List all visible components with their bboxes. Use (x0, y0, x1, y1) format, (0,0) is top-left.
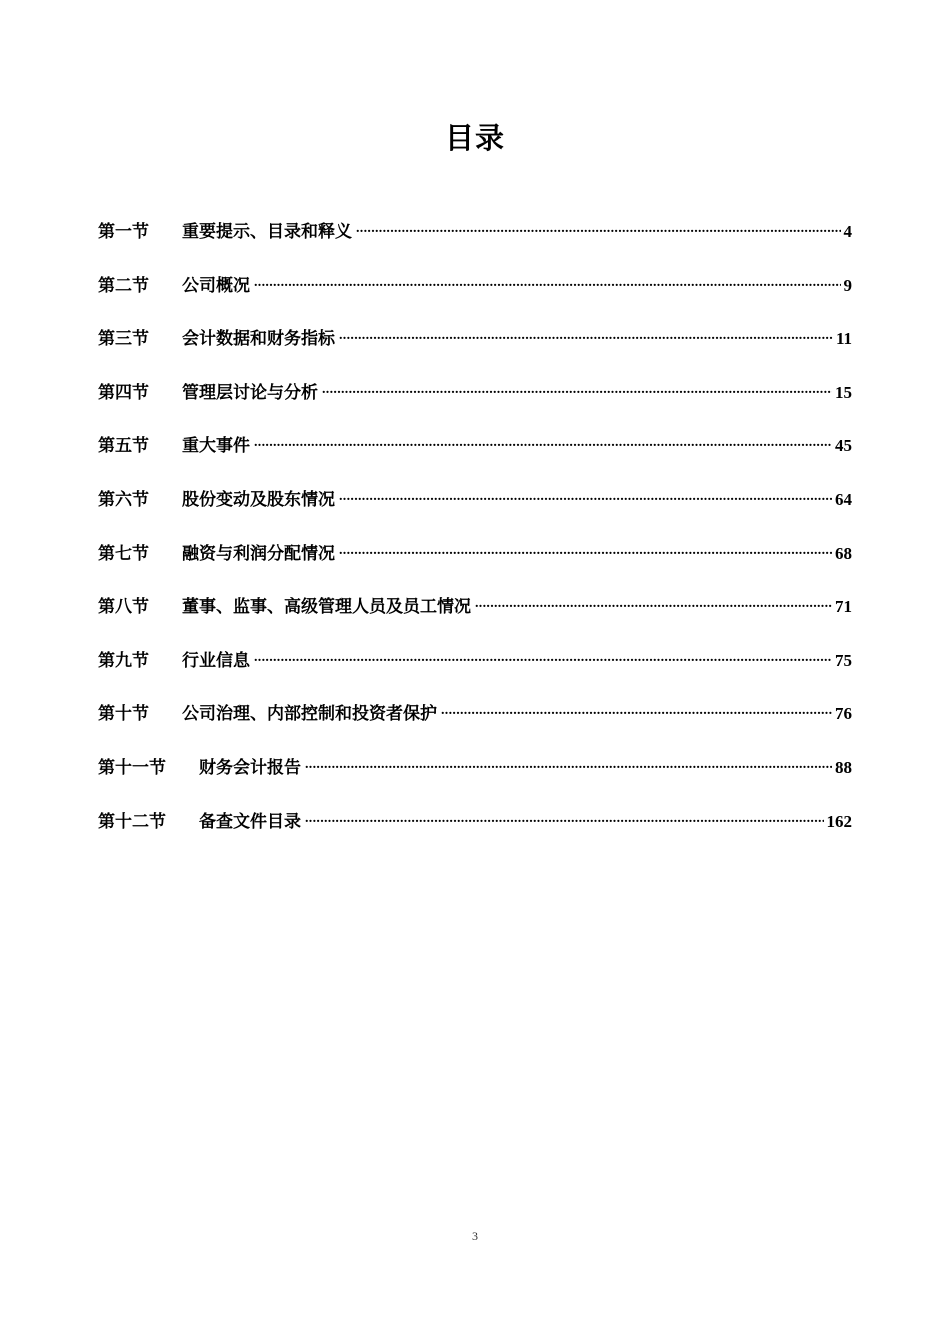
section-page-number: 88 (835, 757, 852, 777)
page-title: 目录 (444, 121, 505, 155)
section-page-number: 4 (843, 222, 852, 241)
dot-leader (475, 595, 832, 612)
dot-leader (305, 756, 832, 773)
section-number: 第十一节 (98, 757, 166, 778)
section-number: 第一节 (98, 222, 149, 242)
toc-entry[interactable] (98, 753, 852, 807)
section-number: 第五节 (98, 436, 149, 457)
section-page-number: 45 (835, 436, 852, 456)
toc-entry[interactable] (98, 646, 852, 700)
section-page-number: 162 (826, 811, 852, 831)
dot-leader (254, 434, 832, 451)
section-number: 第二节 (98, 275, 149, 296)
section-page-number: 68 (835, 543, 852, 563)
section-title: 融资与利润分配情况 (182, 543, 335, 564)
dot-leader (441, 702, 832, 719)
dot-leader (339, 542, 832, 559)
section-number: 第十二节 (98, 811, 166, 832)
section-number: 第十节 (98, 704, 149, 725)
section-title: 重要提示、目录和释义 (182, 222, 352, 242)
section-title: 重大事件 (182, 436, 250, 457)
section-title: 备查文件目录 (199, 811, 301, 832)
section-number: 第四节 (98, 382, 149, 403)
toc-entry[interactable] (98, 271, 852, 325)
section-number: 第九节 (98, 650, 149, 671)
section-page-number: 76 (835, 704, 852, 724)
toc-entry[interactable] (98, 807, 852, 861)
section-title: 会计数据和财务指标 (182, 329, 335, 350)
section-title: 公司治理、内部控制和投资者保护 (182, 704, 437, 725)
section-page-number: 71 (835, 597, 852, 617)
dot-leader (339, 488, 832, 505)
table-of-contents (98, 217, 852, 860)
section-page-number: 64 (835, 489, 852, 509)
footer-page-number: 3 (472, 1229, 478, 1243)
section-title: 股份变动及股东情况 (182, 489, 335, 510)
toc-entry[interactable] (98, 592, 852, 646)
section-page-number: 75 (835, 650, 852, 670)
dot-leader (254, 274, 841, 291)
dot-leader (339, 327, 833, 344)
section-number: 第七节 (98, 543, 149, 564)
section-title: 董事、监事、高级管理人员及员工情况 (182, 597, 471, 618)
toc-entry[interactable] (98, 539, 852, 593)
section-title: 财务会计报告 (199, 757, 301, 778)
toc-entry[interactable] (98, 699, 852, 753)
section-number: 第六节 (98, 489, 149, 510)
dot-leader (356, 220, 841, 237)
section-title: 管理层讨论与分析 (182, 382, 318, 403)
section-number: 第三节 (98, 329, 149, 350)
toc-entry[interactable] (98, 217, 852, 271)
toc-entry[interactable] (98, 485, 852, 539)
section-title: 公司概况 (182, 275, 250, 296)
toc-entry[interactable] (98, 324, 852, 378)
section-page-number: 9 (843, 275, 852, 295)
section-page-number: 11 (835, 329, 852, 349)
dot-leader (322, 381, 832, 398)
dot-leader (305, 810, 824, 827)
toc-entry[interactable] (98, 378, 852, 432)
section-number: 第八节 (98, 597, 149, 618)
section-title: 行业信息 (182, 650, 250, 671)
section-page-number: 15 (835, 382, 852, 402)
toc-entry[interactable] (98, 431, 852, 485)
dot-leader (254, 649, 832, 666)
